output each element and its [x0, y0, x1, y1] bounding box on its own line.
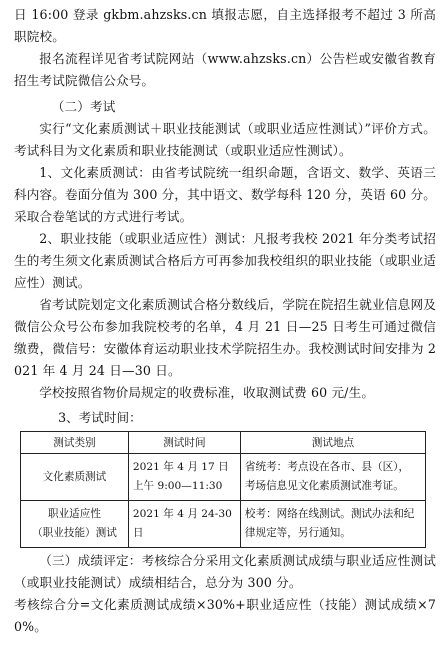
paragraph-exam-format: 实行“文化素质测试＋职业技能测试（或职业适应性测试）”评价方式。考试科目为文化素质和职业技能测试（或职业适应性测试）。	[14, 121, 436, 158]
table-cell-category: 文化素质测试	[21, 454, 129, 501]
time-hours: 上午 9:00—11:30	[132, 480, 223, 492]
place-line: 律规定等，另行通知。	[244, 527, 351, 539]
category-line: 职业适应性	[47, 508, 101, 520]
section-heading-exam-time: 3、考试时间：	[58, 410, 142, 425]
table-row	[21, 454, 426, 501]
paragraph-registration: 日 16:00 登录 gkbm.ahzsks.cn 填报志愿，自主选择报考不超过 3 所高职院校。	[14, 7, 436, 44]
place-line: 校考：网络在线测试。测试办法和纪	[244, 508, 415, 520]
table-header-row	[21, 432, 426, 454]
table-header-place: 测试地点	[240, 432, 425, 454]
paragraph-culture-test: 1、文化素质测试：由省考试院统一组织命题，含语文、数学、英语三科内容。卷面分值为 300 分，其中语文、数学每科 120 分，英语 60 分。采取合卷笔试的方式进行考试。	[14, 165, 436, 224]
paragraph-score-evaluation: （三）成绩评定：考核综合分采用文化素质测试成绩与职业适应性测试（或职业技能测试）成绩相结合，总分为 300 分。	[14, 553, 436, 590]
paragraph-registration-process: 报名流程详见省考试院网站（www.ahzsks.cn）公告栏或安徽省教育招生考试院微信公众号。	[14, 51, 436, 88]
table-cell-time	[128, 454, 240, 501]
paragraph-school-exam-schedule: 省考试院划定文化素质测试合格分数线后，学院在院招生就业信息网及微信公众号公布参加我院校考的名单，4 月 21 日—25 日考生可通过微信缴费，微信号：安徽体育运动职业技术学院招生办。我校测试时间安排为 2021 年 4 月 24 日—30 日。	[14, 297, 436, 378]
time-date: 2021 年 4 月 17 日	[132, 461, 229, 473]
place-line: 省统考：考点设在各市、县（区），	[244, 461, 410, 473]
table-cell-place	[240, 501, 425, 548]
table-cell-time: 2021 年 4 月 24-30 日	[128, 501, 240, 548]
section-heading-exam: （二）考试	[51, 99, 116, 114]
table-cell-place	[240, 454, 425, 501]
exam-schedule-table	[20, 431, 426, 548]
paragraph-score-formula: 考核综合分=文化素质测试成绩×30%+职业适应性（技能）测试成绩×70%。	[14, 597, 436, 634]
place-line: 考场信息见文化素质测试准考证。	[244, 480, 404, 492]
table-header-time: 测试时间	[128, 432, 240, 454]
category-line: （职业技能）测试	[32, 527, 117, 539]
table-cell-category	[21, 501, 129, 548]
paragraph-test-fee: 学校按照省物价局规定的收费标准，收取测试费 60 元/生。	[39, 385, 375, 400]
table-row	[21, 501, 426, 548]
table-header-category: 测试类别	[21, 432, 129, 454]
paragraph-vocational-test: 2、职业技能（或职业适应性）测试：凡报考我校 2021 年分类考试招生的考生须文化素质测试合格后方可再参加我校组织的职业技能（或职业适应性）测试。	[14, 231, 436, 290]
